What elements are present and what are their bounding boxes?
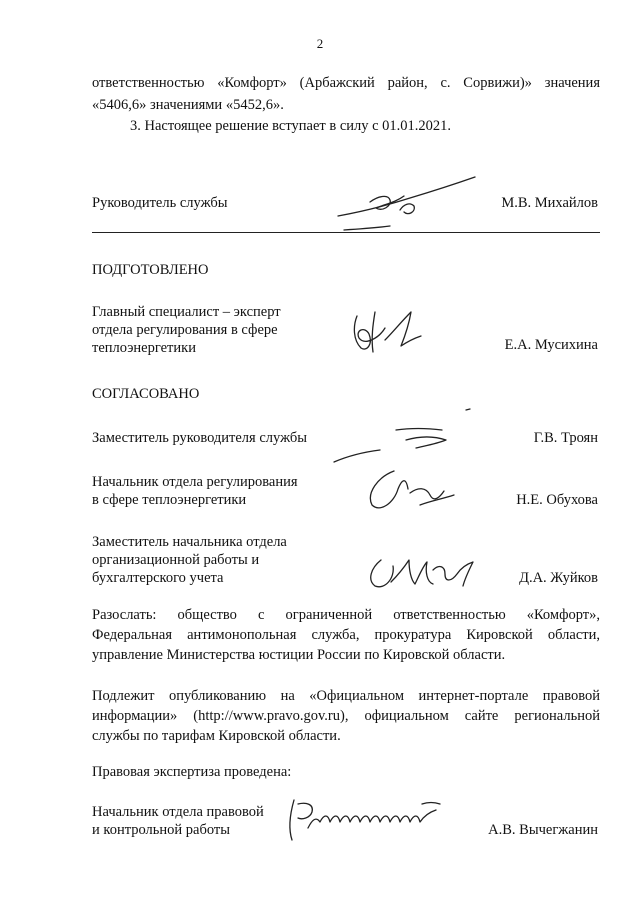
agreed-title-line: бухгалтерского учета bbox=[92, 570, 224, 586]
legal-name: А.В. Вычегжанин bbox=[488, 822, 598, 838]
prepared-title-line: теплоэнергетики bbox=[92, 340, 196, 356]
agreed-name-2: Н.Е. Обухова bbox=[516, 492, 598, 508]
agreed-title-line: Заместитель начальника отдела bbox=[92, 534, 287, 550]
clause-3: 3. Настоящее решение вступает в силу с 01.01.2021. bbox=[130, 118, 452, 134]
head-name: М.В. Михайлов bbox=[501, 195, 598, 211]
prepared-heading: ПОДГОТОВЛЕНО bbox=[92, 262, 209, 278]
agreed-signature-1 bbox=[330, 404, 480, 466]
prepared-name: Е.А. Мусихина bbox=[504, 337, 598, 353]
head-title: Руководитель службы bbox=[92, 195, 228, 211]
agreed-name-3: Д.А. Жуйков bbox=[519, 570, 598, 586]
agreed-heading: СОГЛАСОВАНО bbox=[92, 386, 200, 402]
agreed-name-1: Г.В. Троян bbox=[533, 430, 598, 446]
head-signature bbox=[330, 172, 480, 237]
publication-line-3: службы по тарифам Кировской области. bbox=[92, 728, 341, 744]
legal-signature bbox=[282, 794, 447, 846]
distribution-line-1: Разослать: общество с ограниченной ответственностью «Комфорт», bbox=[92, 607, 600, 623]
legal-title-line: и контрольной работы bbox=[92, 822, 230, 838]
publication-line-1: Подлежит опубликованию на «Официальном интернет-портале правовой bbox=[92, 688, 600, 704]
prepared-signature bbox=[345, 304, 435, 359]
agreed-title-line: Заместитель руководителя службы bbox=[92, 430, 308, 446]
legal-review-statement: Правовая экспертиза проведена: bbox=[92, 764, 292, 780]
prepared-title-line: Главный специалист – эксперт bbox=[92, 304, 281, 320]
agreed-signature-3 bbox=[365, 552, 480, 596]
agreed-title-line: в сфере теплоэнергетики bbox=[92, 492, 247, 508]
intro-line-2: «5406,6» значениями «5452,6». bbox=[92, 97, 284, 113]
prepared-title-line: отдела регулирования в сфере bbox=[92, 322, 278, 338]
signature-divider bbox=[92, 232, 600, 233]
distribution-line-2: Федеральная антимонопольная служба, прокуратура Кировской области, bbox=[92, 627, 600, 643]
distribution-line-3: управление Министерства юстиции России по Кировской области. bbox=[92, 647, 506, 663]
agreed-signature-2 bbox=[360, 465, 460, 515]
publication-line-2: информации» (http://www.pravo.gov.ru), официальном сайте региональной bbox=[92, 708, 600, 724]
legal-title-line: Начальник отдела правовой bbox=[92, 804, 264, 820]
intro-line-1: ответственностью «Комфорт» (Арбажский район, с. Сорвижи)» значения bbox=[92, 75, 600, 91]
page-number: 2 bbox=[316, 36, 324, 51]
agreed-title-line: организационной работы и bbox=[92, 552, 260, 568]
agreed-title-line: Начальник отдела регулирования bbox=[92, 474, 298, 490]
